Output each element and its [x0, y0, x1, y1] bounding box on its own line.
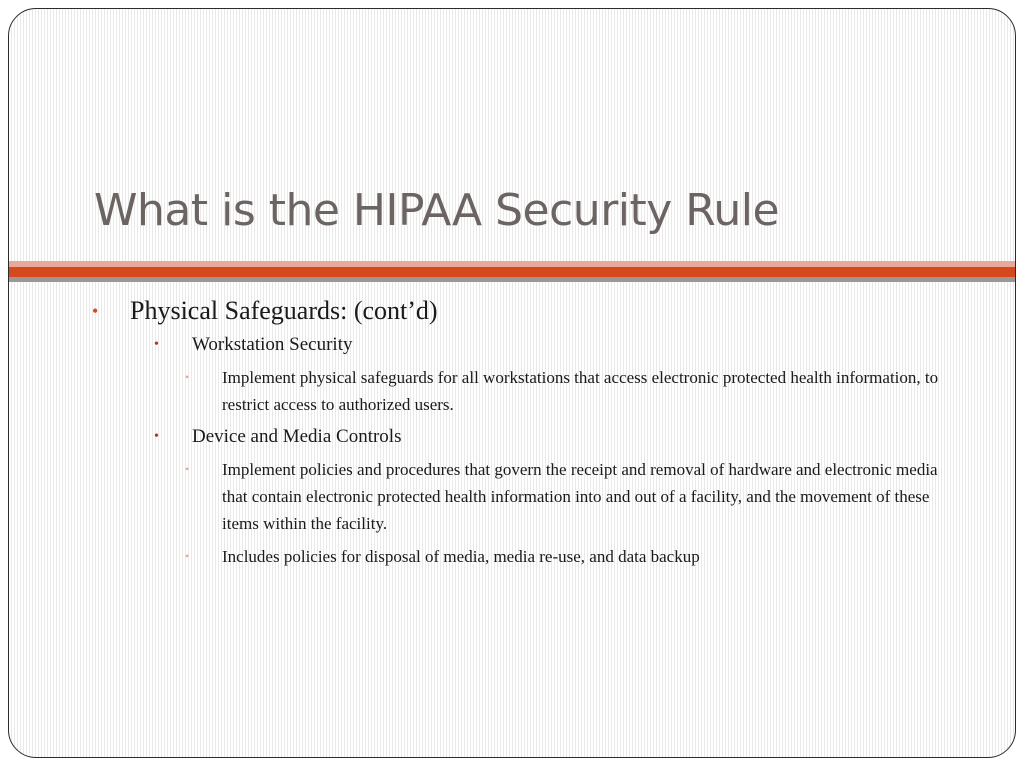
bullet-media-policies-detail [9, 456, 1016, 537]
bullet-text: Implement physical safeguards for all workstations that access electronic protected health information, to restrict access to authorized users. [222, 368, 939, 414]
bullet-device-media-controls [9, 424, 1016, 450]
bullet-media-disposal-detail [9, 543, 1016, 570]
slide [8, 8, 1016, 758]
bullet-text: Includes policies for disposal of media, media re-use, and data backup [222, 547, 700, 566]
bullet-workstation-security [9, 332, 1016, 358]
bullet-text: Implement policies and procedures that govern the receipt and removal of hardware and electronic media that contain electronic protected health information into and out of a facility, and the movement of these items within the facility. [222, 460, 938, 533]
bullet-workstation-safeguards-detail [9, 364, 1016, 418]
bullet-text: Workstation Security [192, 334, 353, 355]
bullet-dot-icon: • [92, 301, 99, 321]
bullet-dot-icon: • [185, 549, 190, 563]
bullet-text: Device and Media Controls [192, 426, 402, 447]
title-divider-accent [9, 267, 1015, 277]
bullet-dot-icon: • [154, 337, 159, 352]
slide-title: What is the HIPAA Security Rule [94, 185, 780, 236]
bullet-text: Physical Safeguards: (cont’d) [130, 296, 438, 325]
bullet-physical-safeguards [9, 294, 1016, 328]
slide-content [9, 294, 1016, 576]
title-divider-grey [9, 277, 1015, 282]
bullet-dot-icon: • [185, 370, 190, 384]
bullet-dot-icon: • [185, 462, 190, 476]
bullet-dot-icon: • [154, 429, 159, 444]
